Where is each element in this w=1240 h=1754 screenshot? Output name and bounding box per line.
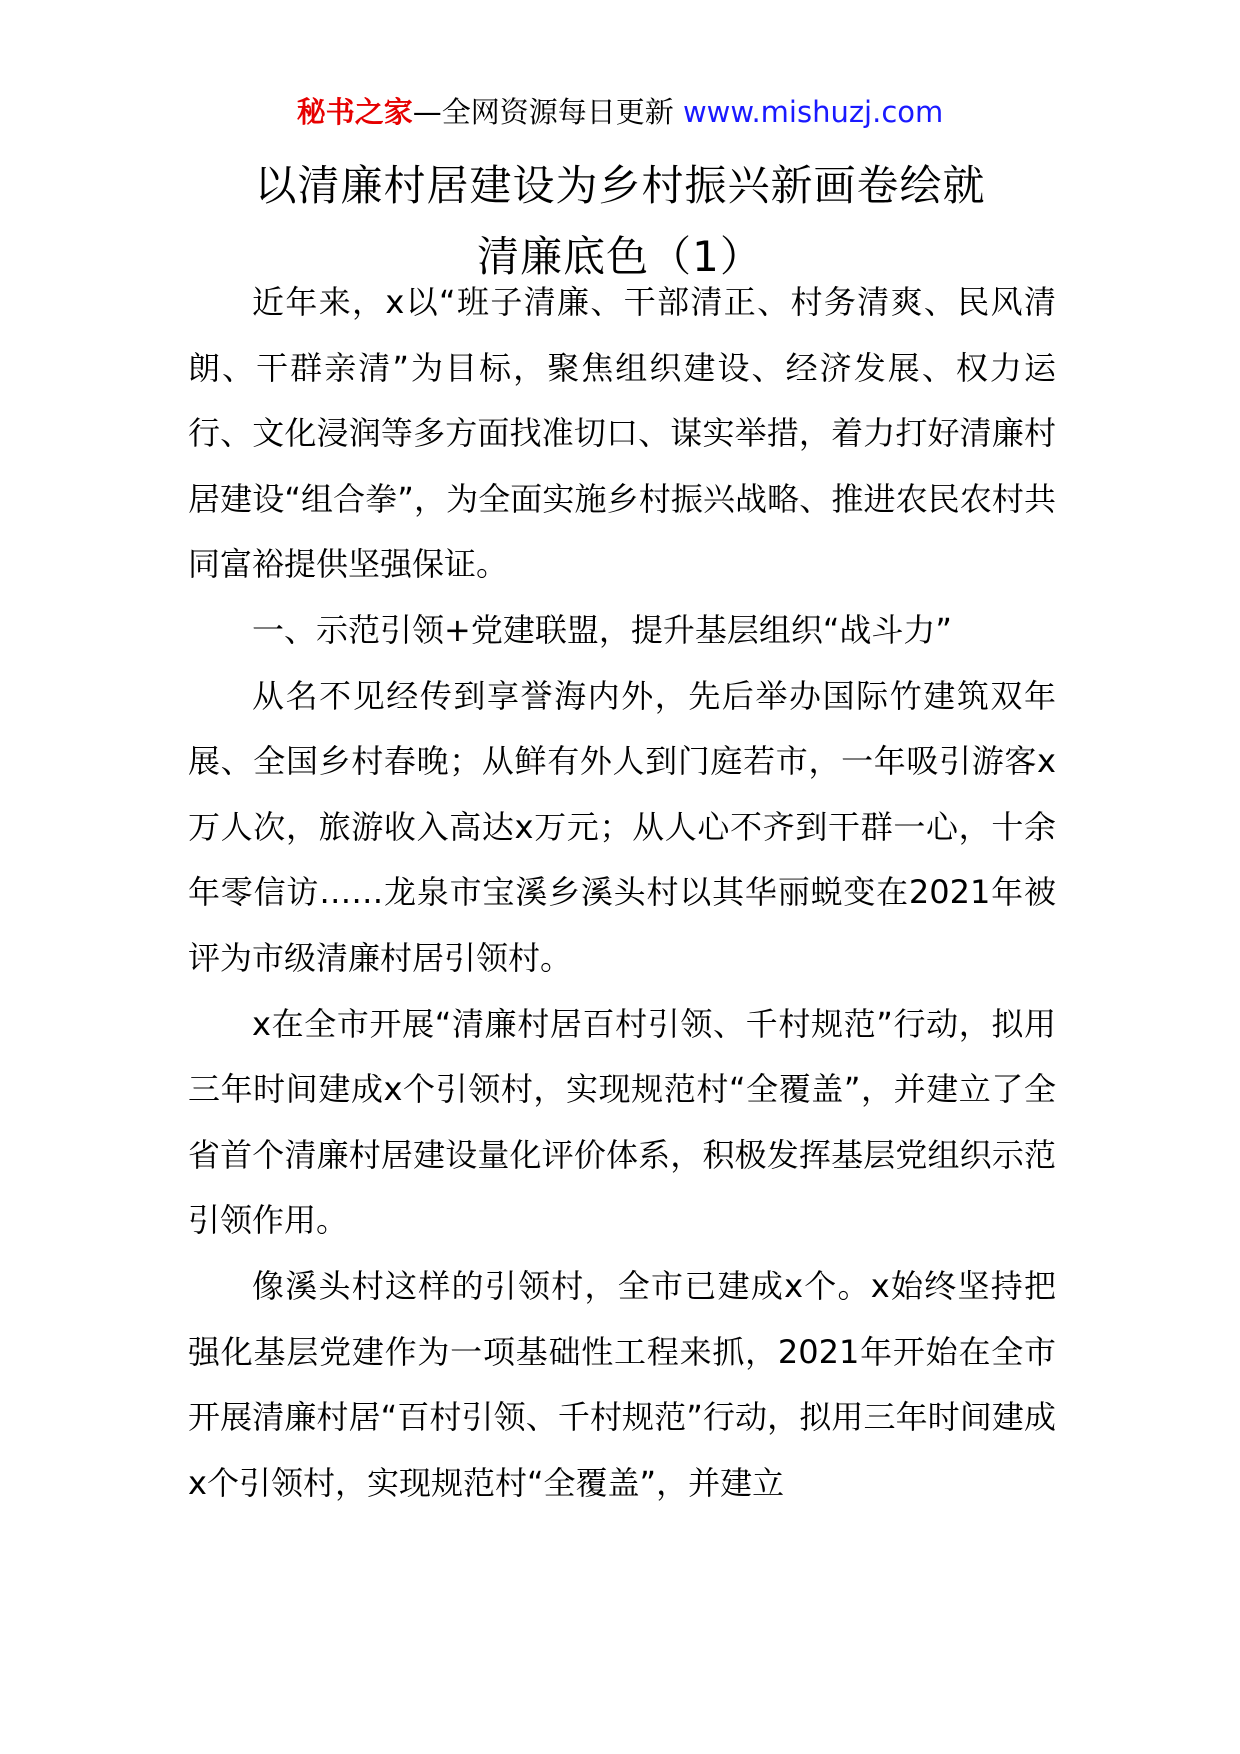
body-paragraph: 从名不见经传到享誉海内外，先后举办国际竹建筑双年展、全国乡村春晚；从鲜有外人到门庭若市，一年吸引游客x万人次，旅游收入高达x万元；从人心不齐到干群一心，十余年零信访……龙泉市宝溪乡溪头村以其华丽蜕变在2021年被评为市级清廉村居引领村。	[188, 676, 1056, 977]
title-line-1: 以清廉村居建设为乡村振兴新画卷绘就	[254, 161, 986, 210]
site-url-link[interactable]: www.mishuzj.com	[682, 95, 944, 129]
brand-name: 秘书之家	[296, 95, 413, 129]
body-paragraph: x在全市开展“清廉村居百村引领、千村规范”行动，拟用三年时间建成x个引领村，实现规范村“全覆盖”，并建立了全省首个清廉村居建设量化评价体系，积极发挥基层党组织示范引领作用。	[188, 1004, 1056, 1240]
header-tagline: —全网资源每日更新	[412, 95, 674, 129]
document-body	[188, 270, 1056, 1516]
body-paragraph: 像溪头村这样的引领村，全市已建成x个。x始终坚持把强化基层党建作为一项基础性工程来抓，2021年开始在全市开展清廉村居“百村引领、千村规范”行动，拟用三年时间建成x个引领村，实现规范村“全覆盖”，并建立	[188, 1266, 1056, 1502]
title-line-2: 清廉底色（1）	[477, 232, 763, 281]
body-paragraph-intro: 近年来，x以“班子清廉、干部清正、村务清爽、民风清朗、干群亲清”为目标，聚焦组织建设、经济发展、权力运行、文化浸润等多方面找准切口、谋实举措，着力打好清廉村居建设“组合拳”，为全面实施乡村振兴战略、推进农民农村共同富裕提供坚强保证。	[188, 283, 1056, 584]
site-header	[0, 92, 1240, 132]
section-heading-1: 一、示范引领+党建联盟，提升基层组织“战斗力”	[252, 610, 952, 649]
